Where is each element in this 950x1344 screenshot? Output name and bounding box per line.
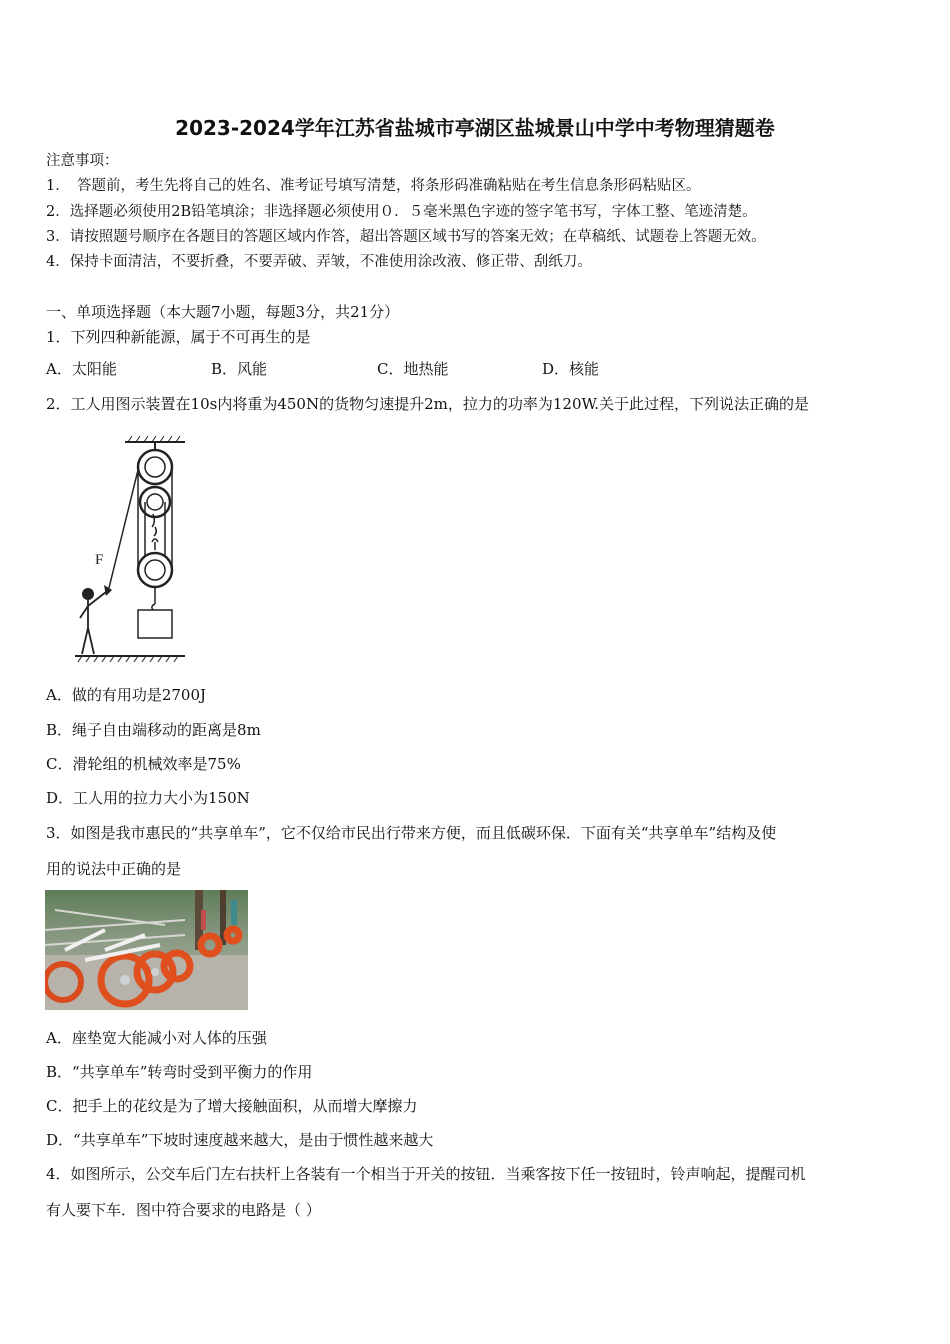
q2-option-c: C．滑轮组的机械效率是75%: [46, 755, 241, 773]
section-heading: 一、单项选择题（本大题7小题，每题3分，共21分）: [46, 303, 400, 321]
q1-option-d: D．核能: [542, 360, 600, 378]
q3-stem-line2: 用的说法中正确的是: [46, 860, 182, 878]
notice-item-2: 2．选择题必须使用2B铅笔填涂；非选择题必须使用０．５毫米黑色字迹的签字笔书写，字体工整、笔迹清楚。: [46, 204, 757, 220]
q1-option-a: A．太阳能: [46, 360, 117, 378]
q2-option-a: A．做的有用功是2700J: [46, 686, 207, 704]
q2-stem: 2．工人用图示装置在10s内将重为450N的货物匀速提升2m，拉力的功率为120W.关于此过程，下列说法正确的是: [46, 395, 810, 413]
notice-heading: 注意事项：: [46, 153, 119, 169]
q3-option-d: D．“共享单车”下坡时速度越来越大，是由于惯性越来越大: [46, 1131, 434, 1149]
shared-bike-photo: [45, 890, 248, 1010]
q2-option-b: B．绳子自由端移动的距离是8m: [46, 721, 261, 739]
q4-stem-line1: 4．如图所示，公交车后门左右扶杆上各装有一个相当于开关的按钮．当乘客按下任一按钮时，铃声响起，提醒司机: [46, 1165, 806, 1183]
q3-option-b: B．“共享单车”转弯时受到平衡力的作用: [46, 1063, 313, 1081]
q2-option-d: D．工人用的拉力大小为150N: [46, 789, 250, 807]
page-title: 2023-2024学年江苏省盐城市亭湖区盐城景山中学中考物理猜题卷: [175, 116, 775, 140]
notice-item-4: 4．保持卡面清洁，不要折叠，不要弄破、弄皱，不准使用涂改液、修正带、刮纸刀。: [46, 254, 592, 270]
notice-item-1: 1． 答题前，考生先将自己的姓名、准考证号填写清楚，将条形码准确粘贴在考生信息条形码粘贴区。: [46, 178, 701, 194]
q1-option-b: B．风能: [211, 360, 268, 378]
force-label: F: [95, 552, 104, 568]
q3-option-c: C．把手上的花纹是为了增大接触面积，从而增大摩擦力: [46, 1097, 418, 1115]
notice-item-3: 3．请按照题号顺序在各题目的答题区域内作答，超出答题区域书写的答案无效；在草稿纸、试题卷上答题无效。: [46, 229, 766, 245]
q1-stem: 1．下列四种新能源，属于不可再生的是: [46, 328, 311, 346]
pulley-diagram: [70, 432, 195, 664]
q1-option-c: C．地热能: [377, 360, 449, 378]
q4-stem-line2: 有人要下车．图中符合要求的电路是（ ）: [46, 1201, 321, 1219]
q3-stem-line1: 3．如图是我市惠民的“共享单车”，它不仅给市民出行带来方便，而且低碳环保．下面有关“共享单车”结构及使: [46, 824, 777, 842]
q3-option-a: A．座垫宽大能减小对人体的压强: [46, 1029, 267, 1047]
